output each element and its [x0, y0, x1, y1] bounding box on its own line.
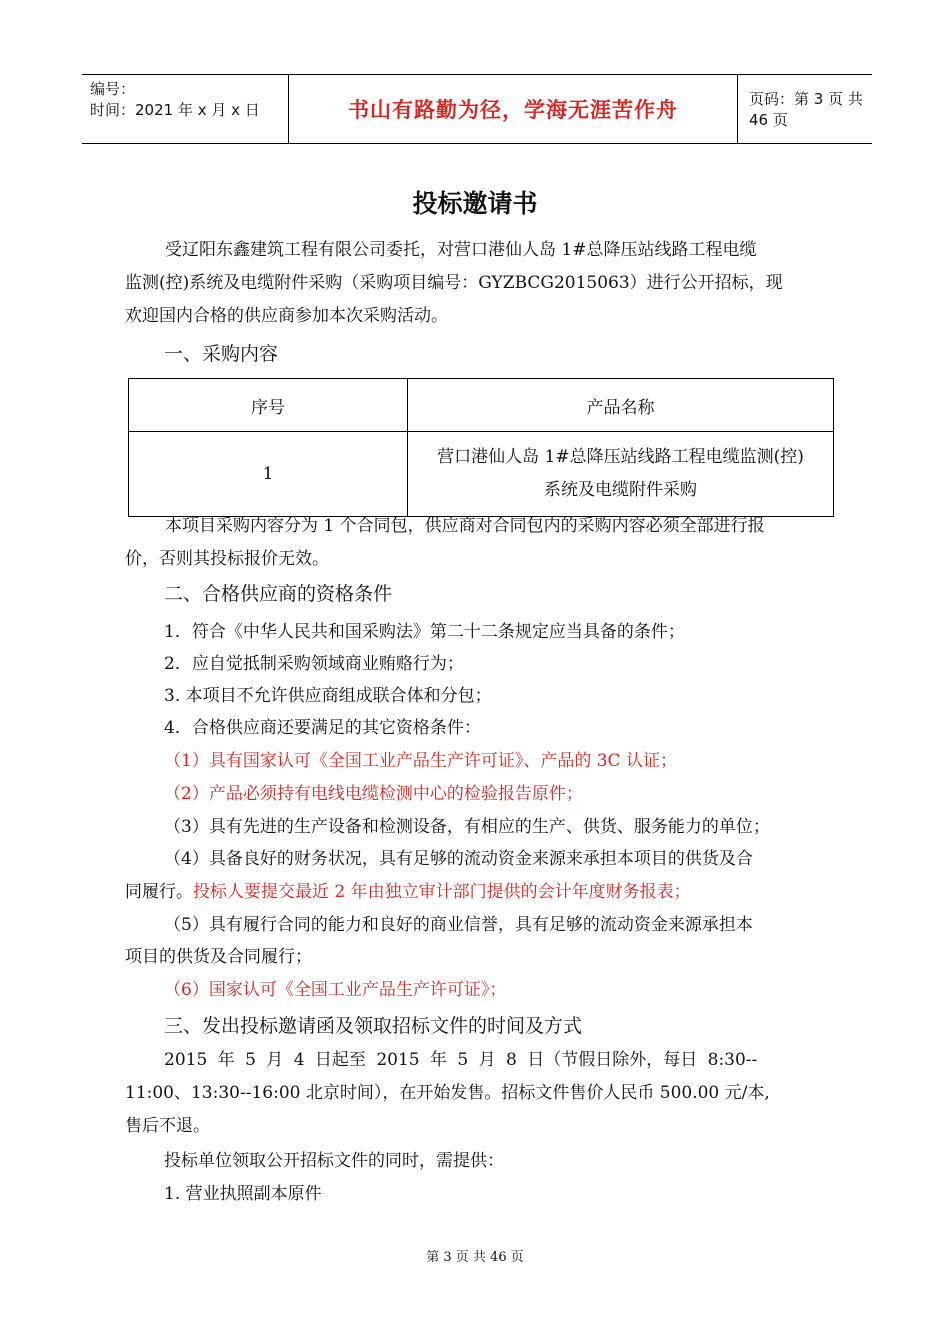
- page-footer: 第 3 页 共 46 页: [426, 1250, 524, 1265]
- provide-item-1: 1. 营业执照副本原件: [164, 1184, 322, 1204]
- intro-line-2: 监测(控)系统及电缆附件采购（采购项目编号：GYZBCG2015063）进行公开招标，现: [125, 273, 783, 293]
- product-name-line-1: 营口港仙人岛 1#总降压站线路工程电缆监测(控): [437, 447, 804, 467]
- sub-item-5-line-2: 项目的供货及合同履行；: [125, 947, 312, 967]
- sub-item-6: （6）国家认可《全国工业产品生产许可证》；: [164, 980, 507, 1000]
- sub-item-3: （3）具有先进的生产设备和检测设备，有相应的生产、供货、服务能力的单位；: [164, 817, 770, 837]
- table-row: [129, 432, 834, 517]
- sale-time-line-2: 11:00、13:30--16:00 北京时间），在开始发售。招标文件售价人民币 500.00 元/本,: [125, 1083, 770, 1103]
- table-cell-index: 1: [129, 432, 408, 517]
- table-header-row: [129, 379, 834, 432]
- product-name-line-2: 系统及电缆附件采购: [544, 480, 697, 500]
- table-header-product: 产品名称: [408, 379, 834, 432]
- qualification-item-2: 2．应自觉抵制采购领域商业贿赂行为；: [164, 654, 464, 674]
- intro-line-3: 欢迎国内合格的供应商参加本次采购活动。: [125, 306, 448, 326]
- qualification-item-1: 1．符合《中华人民共和国采购法》第二十二条规定应当具备的条件；: [164, 622, 685, 642]
- header-meta: [90, 79, 260, 121]
- sale-time-line-3: 售后不退。: [125, 1116, 210, 1136]
- sale-time-line-1: 2015 年 5 月 4 日起至 2015 年 5 月 8 日（节假日除外，每日 8:30--: [164, 1050, 758, 1070]
- table-header-index: 序号: [129, 379, 408, 432]
- contract-note: [125, 510, 833, 576]
- header-motto: 书山有路勤为径，学海无涯苦作舟: [288, 75, 738, 143]
- note-line-2: 价，否则其投标报价无效。: [125, 549, 329, 569]
- table-cell-product: [408, 432, 834, 517]
- sub-item-4-text: 同履行。: [125, 882, 193, 902]
- intro-paragraph: [125, 234, 833, 333]
- sub-item-1: （1）具有国家认可《全国工业产品生产许可证》、产品的 3C 认证；: [164, 751, 677, 771]
- document-title: 投标邀请书: [412, 189, 538, 218]
- header-time: 时间：2021 年 x 月 x 日: [90, 101, 260, 119]
- qualification-item-4: 4．合格供应商还要满足的其它资格条件：: [164, 718, 481, 738]
- sub-item-4-red-text: 投标人要提交最近 2 年由独立审计部门提供的会计年度财务报表；: [193, 882, 691, 902]
- header-number: 编号：: [90, 80, 136, 98]
- sub-item-5-line-1: （5）具有履行合同的能力和良好的商业信誉，具有足够的流动资金来源承担本: [164, 915, 753, 935]
- note-line-1: 本项目采购内容分为 1 个合同包，供应商对合同包内的采购内容必须全部进行报: [165, 516, 765, 536]
- sub-item-4-line-1: （4）具备良好的财务状况，具有足够的流动资金来源来承担本项目的供货及合: [164, 849, 753, 869]
- section-3-heading: 三、发出投标邀请函及领取招标文件的时间及方式: [164, 1015, 583, 1037]
- qualification-item-3: 3. 本项目不允许供应商组成联合体和分包；: [164, 686, 492, 706]
- provide-intro: 投标单位领取公开招标文件的同时，需提供：: [164, 1151, 504, 1171]
- sub-item-4-line-2: [125, 876, 691, 909]
- header-page-info: 页码：第 3 页 共 46 页: [749, 90, 863, 129]
- section-2-heading: 二、合格供应商的资格条件: [164, 583, 393, 605]
- procurement-table: [128, 378, 834, 517]
- intro-line-1: 受辽阳东鑫建筑工程有限公司委托，对营口港仙人岛 1#总降压站线路工程电缆: [165, 240, 757, 260]
- sub-item-2: （2）产品必须持有电线电缆检测中心的检验报告原件；: [164, 784, 583, 804]
- page-header: [82, 74, 872, 144]
- section-1-heading: 一、采购内容: [164, 343, 279, 365]
